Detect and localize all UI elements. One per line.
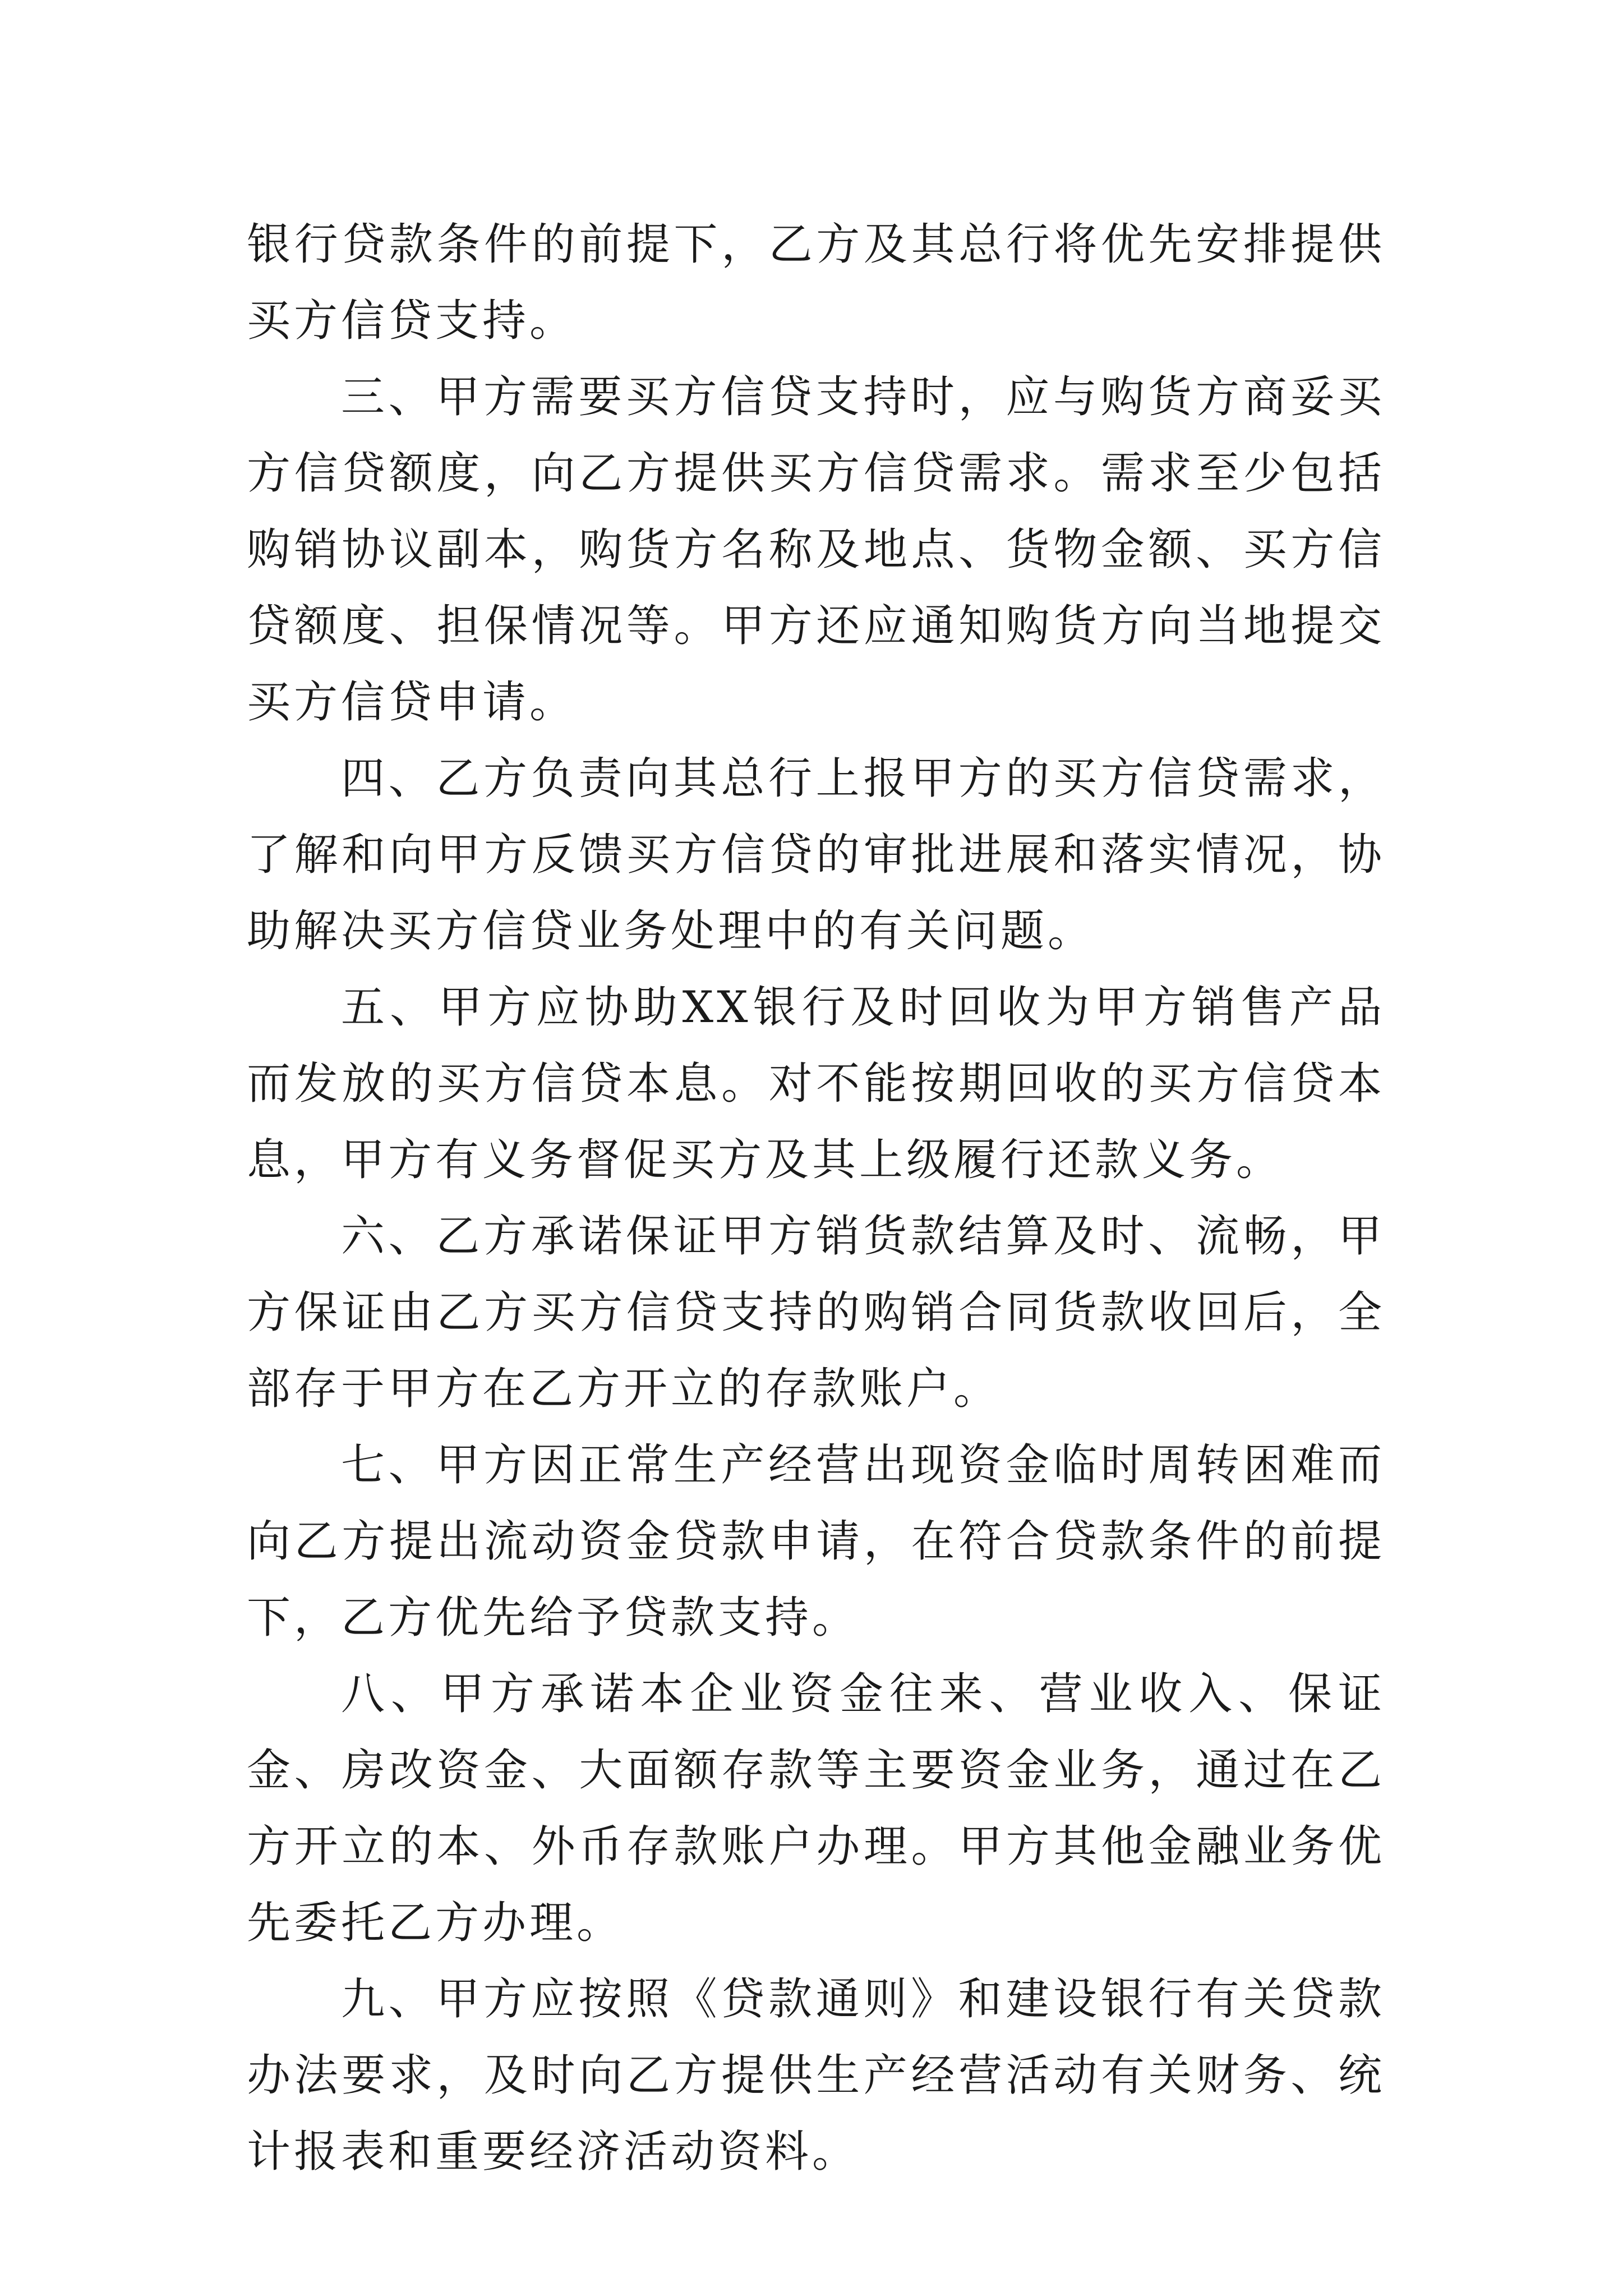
clause-6: 六、乙方承诺保证甲方销货款结算及时、流畅，甲方保证由乙方买方信贷支持的购销合同货款收回后，全部存于甲方在乙方开立的存款账户。 bbox=[247, 1211, 1385, 1414]
clause-3: 三、甲方需要买方信贷支持时，应与购货方商妥买方信贷额度，向乙方提供买方信贷需求。需求至少包括购销协议副本，购货方名称及地点、货物金额、买方信贷额度、担保情况等。甲方还应通知购货方向当地提交买方信贷申请。 bbox=[247, 372, 1385, 728]
clause-9: 九、甲方应按照《贷款通则》和建设银行有关贷款办法要求，及时向乙方提供生产经营活动有关财务、统计报表和重要经济活动资料。 bbox=[247, 1974, 1385, 2177]
paragraph-continuation: 银行贷款条件的前提下，乙方及其总行将优先安排提供买方信贷支持。 bbox=[247, 219, 1385, 346]
clause-7: 七、甲方因正常生产经营出现资金临时周转困难而向乙方提出流动资金贷款申请，在符合贷款条件的前提下，乙方优先给予贷款支持。 bbox=[247, 1440, 1385, 1643]
clause-5: 五、甲方应协助XX银行及时回收为甲方销售产品而发放的买方信贷本息。对不能按期回收的买方信贷本息，甲方有义务督促买方及其上级履行还款义务。 bbox=[247, 982, 1385, 1185]
clause-4: 四、乙方负责向其总行上报甲方的买方信贷需求，了解和向甲方反馈买方信贷的审批进展和落实情况，协助解决买方信贷业务处理中的有关问题。 bbox=[247, 753, 1385, 956]
document-body bbox=[247, 206, 1385, 2190]
clause-8: 八、甲方承诺本企业资金往来、营业收入、保证金、房改资金、大面额存款等主要资金业务，通过在乙方开立的本、外币存款账户办理。甲方其他金融业务优先委托乙方办理。 bbox=[247, 1669, 1385, 1948]
